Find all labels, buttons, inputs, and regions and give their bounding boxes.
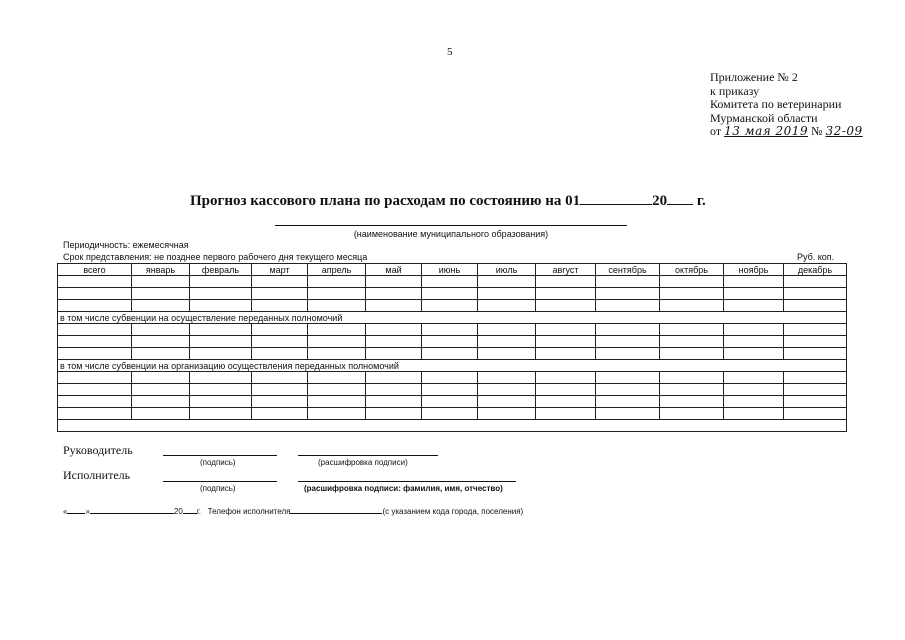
table-row xyxy=(58,396,847,408)
head-decode-caption: (расшифровка подписи) xyxy=(318,458,408,467)
head-signature-line xyxy=(163,455,277,456)
appendix-line-4: Мурманской области xyxy=(710,110,818,125)
table-row xyxy=(58,300,847,312)
footer-day-blank xyxy=(67,505,85,514)
head-sign-caption: (подпись) xyxy=(200,458,236,467)
column-header: март xyxy=(252,264,308,276)
executor-label: Исполнитель xyxy=(63,468,131,482)
table-row xyxy=(58,276,847,288)
appendix-handwritten-date: 13 мая 2019 xyxy=(724,124,809,138)
page-number: 5 xyxy=(447,46,453,58)
column-header: январь xyxy=(132,264,190,276)
appendix-handwritten-number: 32-09 xyxy=(825,124,863,138)
column-header: декабрь xyxy=(784,264,847,276)
table-row xyxy=(58,408,847,420)
title-date-blank xyxy=(580,193,652,205)
footer-month-blank xyxy=(90,505,174,514)
section-label: в том числе субвенции на осуществление переданных полномочий xyxy=(58,312,847,324)
periodicity-text: Периодичность: ежемесячная xyxy=(63,240,189,250)
footer-quote-open: « xyxy=(63,507,68,516)
title-year-prefix: 20 xyxy=(652,193,668,209)
footer-year-suffix: г. xyxy=(196,507,201,516)
column-header: октябрь xyxy=(660,264,724,276)
section-label: в том числе субвенции на организацию осуществления переданных полномочий xyxy=(58,360,847,372)
footer-year-blank xyxy=(183,505,197,514)
title-suffix: г. xyxy=(696,193,706,209)
column-header: всего xyxy=(58,264,132,276)
title-year-blank xyxy=(667,193,693,205)
table-row xyxy=(58,348,847,360)
deadline-text: Срок представления: не позднее первого рабочего дня текущего месяца xyxy=(63,252,368,262)
column-header: май xyxy=(366,264,422,276)
appendix-line-2: к приказу xyxy=(710,83,760,98)
column-header: ноябрь xyxy=(724,264,784,276)
municipality-caption: (наименование муниципального образования) xyxy=(353,229,549,239)
appendix-date-line xyxy=(710,125,863,139)
column-header: июнь xyxy=(422,264,478,276)
table-row xyxy=(58,372,847,384)
footer-quote-close: » xyxy=(85,507,90,516)
appendix-block xyxy=(710,71,863,139)
footer-phone-label: Телефон исполнителя xyxy=(207,507,291,516)
column-header: сентябрь xyxy=(596,264,660,276)
column-header: февраль xyxy=(190,264,252,276)
appendix-line-1: Приложение № 2 xyxy=(710,70,798,84)
footer-year-prefix: 20 xyxy=(173,507,183,516)
column-header: август xyxy=(536,264,596,276)
footer-phone-blank xyxy=(290,505,382,514)
appendix-date-prefix: от xyxy=(710,124,722,138)
head-decode-line xyxy=(298,455,438,456)
table-row xyxy=(58,336,847,348)
footer-line xyxy=(63,505,523,516)
appendix-number-sign: № xyxy=(811,124,823,138)
column-header: апрель xyxy=(308,264,366,276)
table-row xyxy=(58,324,847,336)
section-row-subventions-organization xyxy=(58,360,847,372)
table-header-row xyxy=(58,264,847,276)
executor-signature-line xyxy=(163,481,277,482)
footer-phone-note: (с указанием кода города, поселения) xyxy=(382,507,524,516)
title-text: Прогноз кассового плана по расходам по состоянию на 01 xyxy=(190,193,581,209)
column-header: июль xyxy=(478,264,536,276)
executor-decode-caption: (расшифровка подписи: фамилия, имя, отчество) xyxy=(304,484,503,493)
municipality-line xyxy=(275,225,627,226)
table-row xyxy=(58,288,847,300)
executor-sign-caption: (подпись) xyxy=(200,484,236,493)
executor-decode-line xyxy=(298,481,516,482)
document-title xyxy=(190,193,706,210)
section-row-subventions-exercise xyxy=(58,312,847,324)
units-label: Руб. коп. xyxy=(797,252,835,262)
cash-plan-table xyxy=(57,263,847,432)
head-label: Руководитель xyxy=(63,443,133,457)
table-row-total xyxy=(58,420,847,432)
table-row xyxy=(58,384,847,396)
appendix-line-3: Комитета по ветеринарии xyxy=(710,97,842,111)
